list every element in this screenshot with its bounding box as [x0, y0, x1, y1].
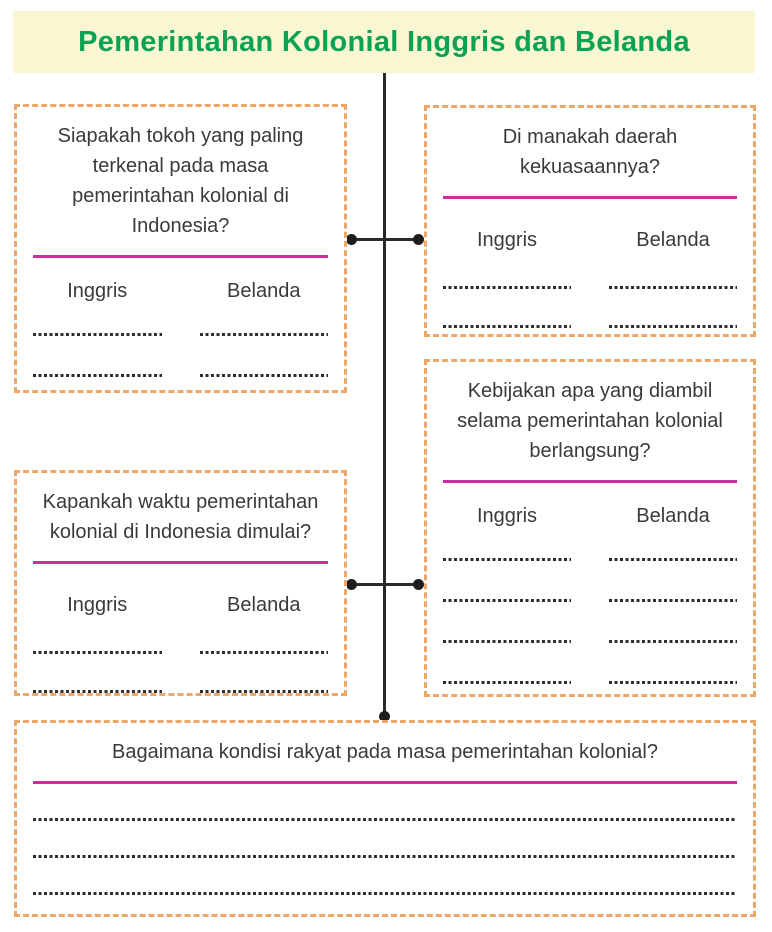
answer-blank-line — [443, 640, 571, 643]
answer-blanks — [443, 286, 737, 328]
answer-blank-line — [33, 855, 737, 858]
answer-blank-line — [33, 818, 737, 821]
question-text: Bagaimana kondisi rakyat pada masa pemerintahan kolonial? — [112, 741, 658, 763]
column-header-inggris: Inggris — [67, 280, 128, 302]
answer-blank-line — [200, 333, 329, 336]
column-headers — [33, 594, 328, 617]
connector-dot — [413, 579, 424, 590]
title-banner — [13, 11, 755, 73]
answer-blank-line — [33, 690, 162, 693]
column-header-inggris: Inggris — [476, 229, 538, 251]
answer-blank-line — [609, 640, 737, 643]
answer-blank-line — [200, 374, 329, 377]
connector-dot — [346, 579, 357, 590]
question-box-daerah — [424, 105, 756, 337]
column-header-belanda: Belanda — [227, 594, 301, 616]
connector-line-bottom — [350, 583, 418, 586]
question-box-waktu — [14, 470, 347, 696]
question-text: Siapakah tokoh yang paling terkenal pada masa pemerintahan kolonial di Indonesia? — [57, 125, 304, 237]
answer-blank-line — [33, 651, 162, 654]
question-divider — [33, 561, 328, 564]
connector-dot — [346, 234, 357, 245]
connector-dot — [413, 234, 424, 245]
question-divider — [33, 255, 328, 258]
column-header-inggris: Inggris — [476, 505, 538, 527]
answer-blank-line — [609, 681, 737, 684]
column-headers — [443, 505, 737, 528]
question-divider — [33, 781, 737, 784]
question-divider — [443, 480, 737, 483]
answer-blank-line — [200, 690, 329, 693]
question-box-kebijakan — [424, 359, 756, 697]
answer-blank-line — [33, 333, 162, 336]
question-box-kondisi — [14, 720, 756, 917]
answer-blanks — [443, 558, 737, 684]
answer-blank-line — [33, 892, 737, 895]
column-header-belanda: Belanda — [636, 229, 710, 251]
column-header-belanda: Belanda — [227, 280, 301, 302]
question-text: Di manakah daerah kekuasaannya? — [502, 126, 678, 178]
answer-blank-line — [443, 286, 571, 289]
answer-blank-line — [609, 558, 737, 561]
column-header-belanda: Belanda — [636, 505, 710, 527]
answer-blank-line — [443, 681, 571, 684]
answer-blanks — [33, 651, 328, 693]
question-text: Kapankah waktu pemerintahan kolonial di Indonesia dimulai? — [42, 491, 319, 543]
connector-line-top — [350, 238, 418, 241]
question-text: Kebijakan apa yang diambil selama pemerintahan kolonial berlangsung? — [457, 380, 723, 462]
answer-blank-line — [443, 558, 571, 561]
center-connector-line — [383, 73, 386, 718]
answer-blank-line — [609, 286, 737, 289]
column-header-inggris: Inggris — [67, 594, 128, 616]
answer-blanks — [33, 818, 737, 895]
column-headers — [443, 229, 737, 252]
answer-blank-line — [609, 599, 737, 602]
answer-blank-line — [33, 374, 162, 377]
question-divider — [443, 196, 737, 199]
column-headers — [33, 280, 328, 303]
question-box-tokoh — [14, 104, 347, 393]
page-title: Pemerintahan Kolonial Inggris dan Belanda — [78, 25, 690, 58]
answer-blank-line — [443, 325, 571, 328]
answer-blank-line — [609, 325, 737, 328]
answer-blank-line — [443, 599, 571, 602]
answer-blanks — [33, 333, 328, 377]
answer-blank-line — [200, 651, 329, 654]
